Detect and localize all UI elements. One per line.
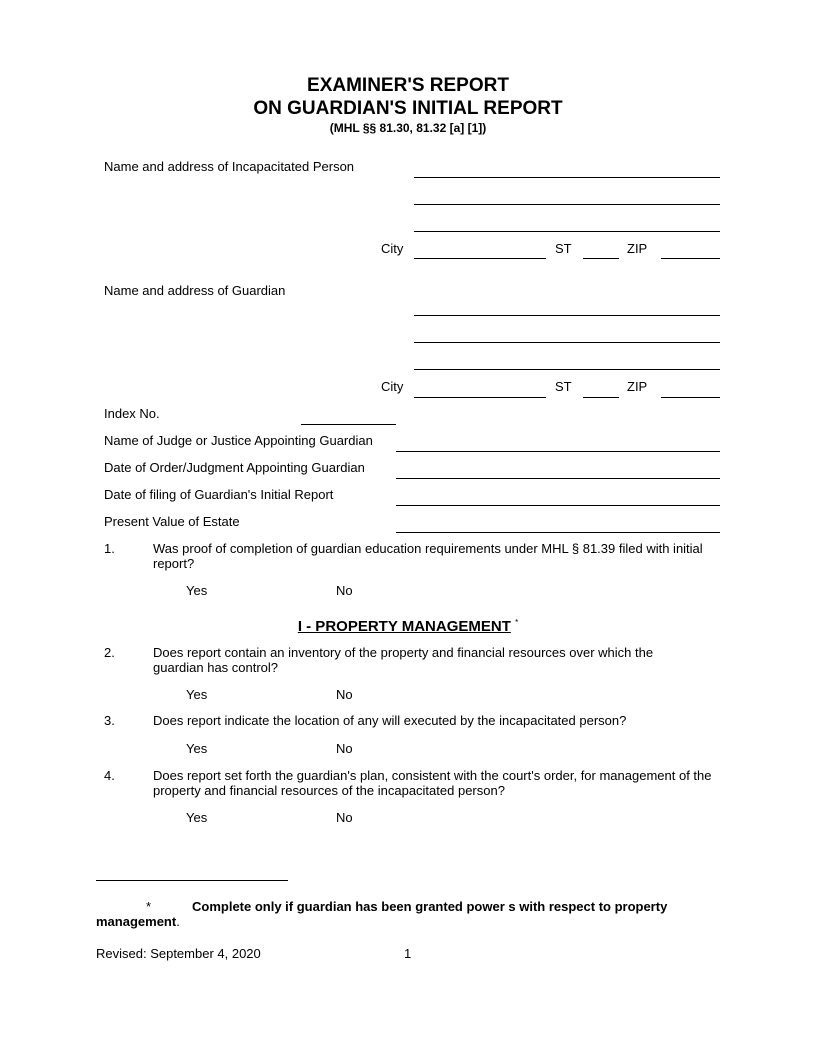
guardian-zip-field[interactable] [661, 397, 720, 398]
section-heading [0, 618, 816, 635]
guardian-address-line-2[interactable] [414, 342, 720, 343]
incapacitated-city-label: City [381, 241, 404, 256]
guardian-city-field[interactable] [414, 397, 546, 398]
estate-value-field[interactable] [396, 532, 720, 533]
footnote-marker: * [146, 899, 152, 914]
footnote-text-line-2 [96, 915, 180, 930]
question-4-text: Does report set forth the guardian's plan, consistent with the court's order, for management of the property and financial resources of the incapacitated person? [153, 768, 712, 798]
footnote-period: . [176, 914, 180, 929]
incapacitated-address-line-2[interactable] [414, 204, 720, 205]
question-2-number: 2. [104, 645, 115, 660]
question-2-no[interactable]: No [336, 687, 353, 702]
index-no-label: Index No. [104, 406, 160, 421]
incapacitated-zip-field[interactable] [661, 258, 720, 259]
incapacitated-city-field[interactable] [414, 258, 546, 259]
guardian-zip-label: ZIP [627, 379, 648, 394]
citation: (MHL §§ 81.30, 81.32 [a] [1]) [329, 121, 487, 135]
filing-date-label: Date of filing of Guardian's Initial Report [104, 487, 334, 502]
incapacitated-st-field[interactable] [583, 258, 619, 259]
order-date-field[interactable] [396, 478, 720, 479]
question-3-yes[interactable]: Yes [186, 741, 208, 756]
guardian-city-label: City [381, 379, 404, 394]
question-2-text: Does report contain an inventory of the property and financial resources over which the guardian has control? [153, 645, 654, 675]
estate-value-label: Present Value of Estate [104, 514, 240, 529]
question-2-yes[interactable]: Yes [186, 687, 208, 702]
guardian-address-line-1[interactable] [414, 315, 720, 316]
section-footnote-marker: * [515, 618, 519, 627]
judge-label: Name of Judge or Justice Appointing Guardian [104, 433, 373, 448]
incapacitated-st-label: ST [555, 241, 572, 256]
question-1-text: Was proof of completion of guardian education requirements under MHL § 81.39 filed with initial report? [153, 541, 703, 571]
incapacitated-person-label: Name and address of Incapacitated Person [104, 159, 355, 174]
question-4-yes[interactable]: Yes [186, 810, 208, 825]
guardian-st-field[interactable] [583, 397, 619, 398]
footnote-bold-word: management [96, 914, 177, 929]
section-title: I - PROPERTY MANAGEMENT [297, 618, 511, 635]
guardian-address-line-3[interactable] [414, 369, 720, 370]
incapacitated-address-line-1[interactable] [414, 177, 720, 178]
title-line-1: EXAMINER'S REPORT [307, 75, 509, 96]
guardian-label: Name and address of Guardian [104, 283, 286, 298]
incapacitated-zip-label: ZIP [627, 241, 648, 256]
question-1-no[interactable]: No [336, 583, 353, 598]
question-3-text: Does report indicate the location of any will executed by the incapacitated person? [153, 713, 627, 728]
question-1-number: 1. [104, 541, 115, 556]
question-3-no[interactable]: No [336, 741, 353, 756]
question-4-no[interactable]: No [336, 810, 353, 825]
revised-date: Revised: September 4, 2020 [96, 946, 261, 961]
filing-date-field[interactable] [396, 505, 720, 506]
index-no-field[interactable] [301, 424, 396, 425]
title-line-2: ON GUARDIAN'S INITIAL REPORT [253, 98, 563, 119]
order-date-label: Date of Order/Judgment Appointing Guardian [104, 460, 365, 475]
page-number: 1 [404, 946, 412, 961]
question-1-yes[interactable]: Yes [186, 583, 208, 598]
footnote-text-line-1: Complete only if guardian has been granted power s with respect to property [192, 899, 668, 914]
guardian-st-label: ST [555, 379, 572, 394]
question-4-number: 4. [104, 768, 115, 783]
incapacitated-address-line-3[interactable] [414, 231, 720, 232]
judge-field[interactable] [396, 451, 720, 452]
question-3-number: 3. [104, 713, 115, 728]
footnote-separator [96, 880, 288, 881]
